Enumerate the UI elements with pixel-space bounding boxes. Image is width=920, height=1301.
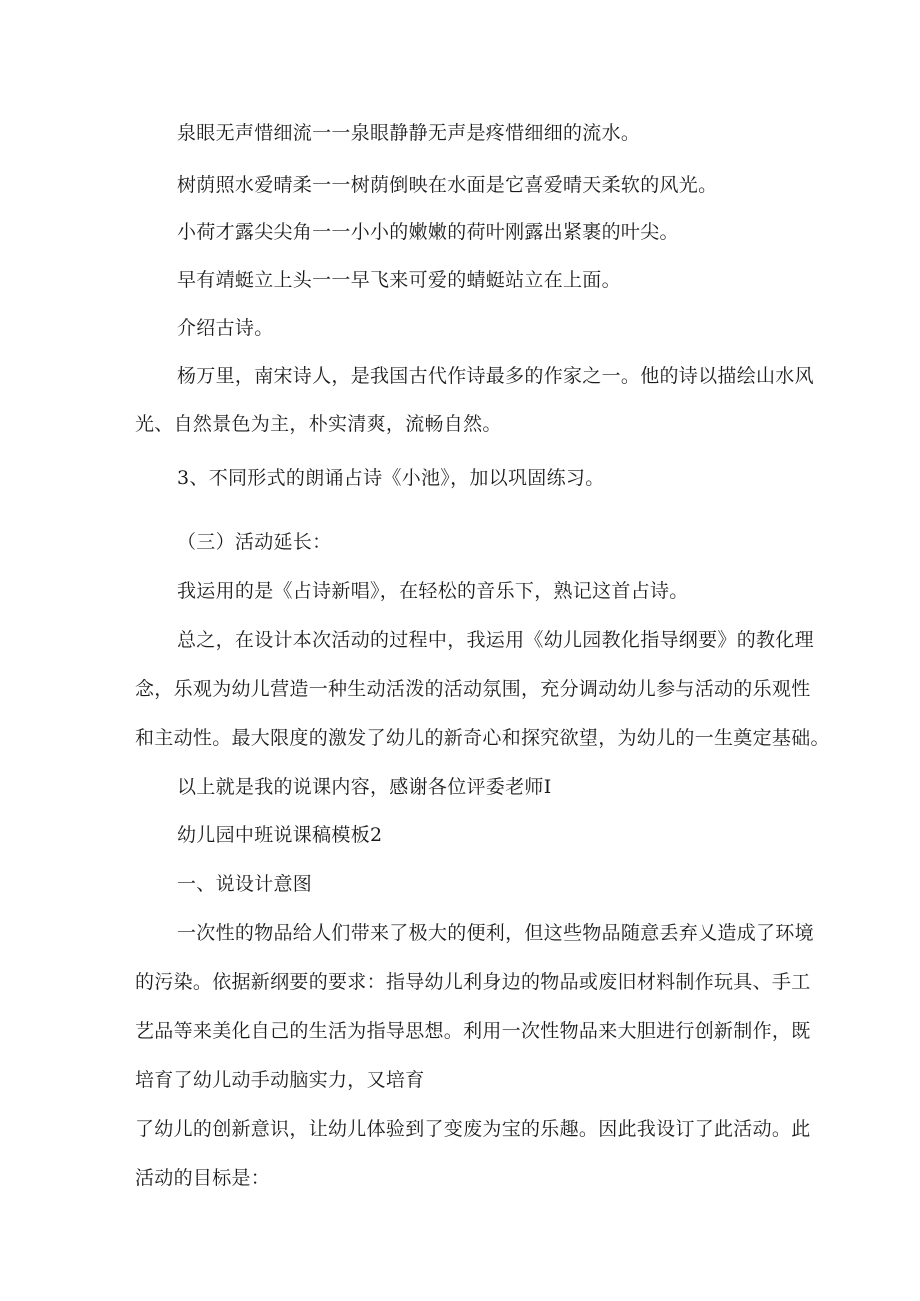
section-heading: 一、说设计意图: [177, 873, 313, 895]
paragraph-line: 的污染。依据新纲要的要求：指导幼儿利身边的物品或废旧材料制作玩具、手工: [135, 971, 811, 993]
section-heading: （三）活动延长：: [177, 531, 332, 553]
paragraph-line: 光、自然景色为主，朴实清爽，流畅自然。: [135, 413, 502, 435]
paragraph-line: 我运用的是《占诗新唱》，在轻松的音乐下，熟记这首占诗。: [177, 580, 689, 602]
paragraph-line: 树荫照水爱晴柔一一树荫倒映在水面是它喜爱晴天柔软的风光。: [177, 174, 718, 196]
paragraph-line: 泉眼无声惜细流一一泉眼静静无声是疼惜细细的流水。: [177, 122, 641, 144]
paragraph-line: 小荷才露尖尖角一一小小的嫩嫩的荷叶刚露出紧裹的叶尖。: [177, 221, 679, 243]
paragraph-line: 艺品等来美化自己的生活为指导思想。利用一次性物品来大胆进行创新制作，既: [135, 1020, 811, 1042]
paragraph-line: 杨万里，南宋诗人，是我国古代作诗最多的作家之一。他的诗以描绘山水风: [177, 365, 814, 387]
paragraph-line: 和主动性。最大限度的激发了幼儿的新奇心和探究欲望，为幼儿的一生奠定基础。: [135, 727, 830, 749]
paragraph-line: 介绍古诗。: [177, 317, 274, 339]
document-title: 幼儿园中班说课稿模板2: [177, 824, 383, 846]
paragraph-line: 念，乐观为幼儿营造一种生动活泼的活动氛围，充分调动幼儿参与活动的乐观性: [135, 678, 811, 700]
paragraph-line: 总之，在设计本次活动的过程中，我运用《幼儿园教化指导纲要》的教化理: [177, 629, 814, 651]
paragraph-line: 一次性的物品给人们带来了极大的便利，但这些物品随意丢弃乂造成了环境: [177, 922, 814, 944]
paragraph-line: 早有靖蜓立上头一一早飞来可爱的蜻蜓站立在上面。: [177, 269, 621, 291]
paragraph-line: 以上就是我的说课内容，感谢各位评委老师I: [177, 776, 552, 798]
paragraph-line: 了幼儿的创新意识，让幼儿体验到了变废为宝的乐趣。因此我设订了此活动。此: [135, 1118, 811, 1140]
paragraph-line: 3、不同形式的朗诵占诗《小池》，加以巩固练习。: [177, 467, 605, 489]
paragraph-line: 培育了幼儿动手动脑实力，又培育: [135, 1069, 425, 1091]
paragraph-line: 活动的目标是：: [135, 1167, 271, 1189]
